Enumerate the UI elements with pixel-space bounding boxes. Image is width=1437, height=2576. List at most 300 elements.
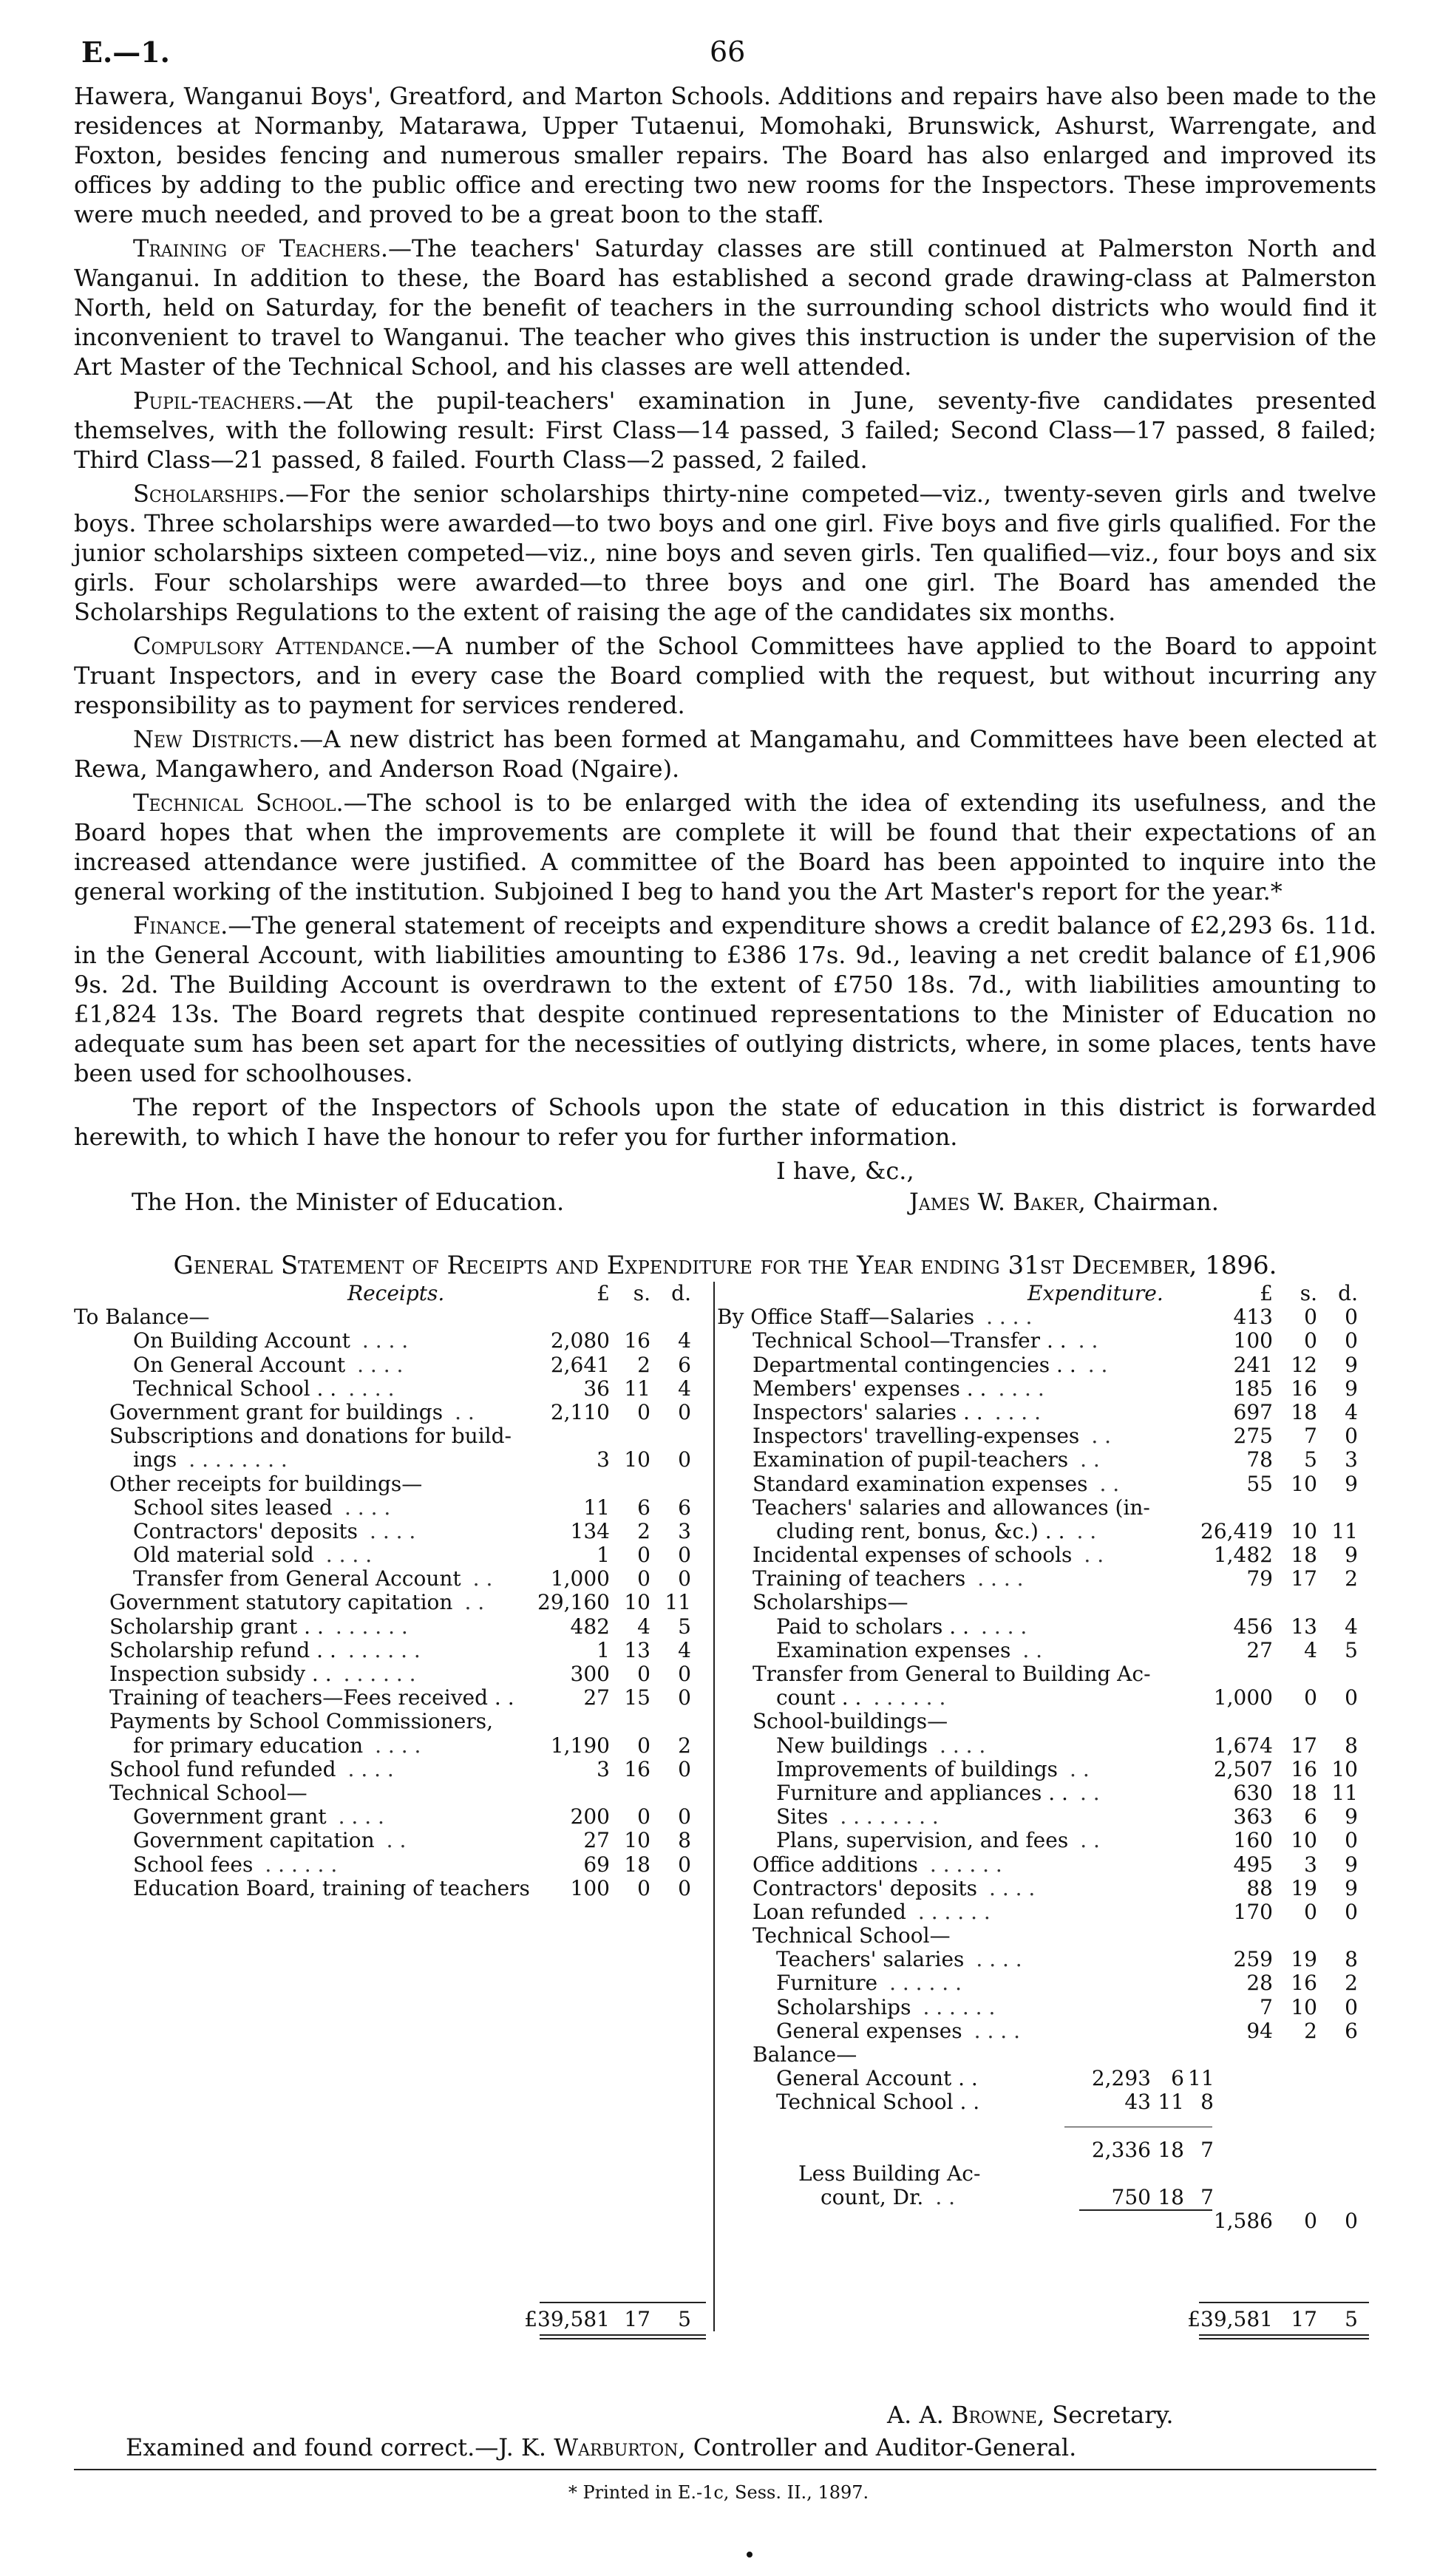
leader-dots: . . . . [370,1518,416,1543]
amount-shillings: 0 [637,1804,650,1829]
amount-shillings: 2 [1304,2018,1317,2043]
amount-shillings: 2 [637,1518,650,1543]
leader-dots: . . [1070,1756,1090,1781]
amount-pence: 9 [1345,1471,1358,1496]
statement-row [74,1377,710,1401]
leader-dots: . . . . [977,1566,1024,1591]
row-label: Balance— [753,2042,857,2067]
leader-dots: . . . . . . [929,1852,1002,1877]
amount-pence: 0 [1345,1328,1358,1353]
amount-shillings: 10 [624,1447,650,1472]
statement-row [74,1615,710,1639]
paragraph [74,724,1376,784]
amount-pence: 10 [1331,1756,1358,1781]
row-label: Plans, supervision, and fees [776,1828,1069,1853]
pence-heading: d. [671,1281,691,1305]
paragraph-heading: Finance. [133,911,228,939]
leader-dots: . . . . [375,1733,421,1758]
amount-pence: 0 [678,1875,691,1900]
amount-pounds: 55 [1246,1471,1273,1496]
leader-dots: . . [472,1566,493,1591]
balance-pence: 8 [1200,2090,1214,2115]
paragraph-text: —For the senior scholarships thirty-nine competed—viz., twenty-seven girls and twelve boys. Three scholarships were awarded—to two boys and one girl. Five boys and five girls qualified. For the junior scholarships sixteen competed—viz., nine boys and seven girls. Ten qualified—viz., four boys and six girls. Four scholarships were awarded—to three boys and one girl. The Board has amended the Scholarships Regulations to the extent of raising the age of the candidates six months. [74,480,1376,626]
shilling-heading: s. [633,1281,650,1305]
leader-dots: . . . . [994,1399,1042,1424]
amount-pounds: 1,000 [1213,1685,1273,1710]
amount-pence: 4 [678,1637,691,1662]
amount-shillings: 19 [1291,1875,1317,1900]
subtotal-rule [1064,2127,1212,2128]
amount-shillings: 0 [637,1543,650,1568]
amount-pounds: 1,000 [550,1566,610,1591]
balance-pence: 7 [1200,2185,1214,2210]
statement-row [717,1543,1376,1567]
row-label: School fees [133,1852,254,1877]
amount-pounds: 7 [1260,1994,1273,2019]
statement-title: General Statement of Receipts and Expenditure for the Year ending 31st December, 1896. [173,1251,1277,1280]
amount-shillings: 13 [1291,1614,1317,1639]
row-label: General Account . . [776,2066,978,2091]
receipts-total-row [74,2308,710,2331]
paragraph [74,81,1376,229]
balance-shillings: 18 [1158,2137,1184,2162]
statement-row [74,1710,710,1733]
leader-dots: . . [464,1590,485,1615]
amount-pounds: 94 [1246,2018,1273,2043]
amount-pounds: 29,160 [537,1590,610,1615]
amount-pounds: 1 [597,1637,610,1662]
statement-row [717,1971,1376,1995]
paragraph-heading: Training of Teachers. [133,234,388,262]
amount-pounds: 36 [583,1376,610,1401]
paragraph [74,911,1376,1088]
row-label: General expenses [776,2018,962,2043]
expenditure-column [717,1282,1376,2234]
statement-row [74,1401,710,1424]
amount-pounds: 1,190 [550,1733,610,1758]
amount-pounds: 241 [1233,1352,1273,1377]
auditor-role: , Controller and Auditor-General. [678,2433,1077,2461]
row-label: Scholarships— [753,1590,908,1615]
amount-pounds: 28 [1246,1971,1273,1996]
amount-pence: 0 [1345,1828,1358,1853]
row-label: Technical School—Transfer . . [753,1328,1067,1353]
amount-shillings: 0 [637,1399,650,1424]
statement-row [717,1829,1376,1852]
statement-row [717,1758,1376,1781]
leader-dots: . . [386,1828,407,1853]
statement-row [74,1829,710,1852]
receipts-header-row [74,1282,710,1305]
total-rule-top [540,2302,706,2303]
statement-row [717,1781,1376,1805]
amount-shillings: 4 [637,1614,650,1639]
row-label: Inspection subsidy . . [109,1662,332,1686]
paragraph-heading: Technical School. [133,789,344,817]
row-label: for primary education [133,1733,364,1758]
amount-shillings: 18 [1291,1543,1317,1568]
row-label: Technical School . . [776,2090,980,2115]
amount-pence: 0 [1345,2209,1358,2234]
amount-pounds: 3 [597,1447,610,1472]
amount-pence: 6 [1345,2018,1358,2043]
row-label: Inspectors' travelling-expenses [753,1424,1080,1449]
closing-salutation: I have, &c., [776,1157,914,1185]
row-label: Furniture [776,1971,878,1996]
amount-pence: 2 [1345,1971,1358,1996]
amount-pence: 0 [678,1447,691,1472]
amount-pounds: 300 [570,1662,610,1686]
row-label: Scholarships [776,1994,911,2019]
row-label: Technical School— [109,1780,308,1805]
leader-dots: . . . . [974,2018,1020,2043]
amount-pounds: 1,674 [1213,1733,1273,1758]
statement-row [717,1734,1376,1758]
amount-pence: 0 [1345,1685,1358,1710]
expenditure-total-pence: 5 [1345,2307,1358,2331]
row-label: School-buildings— [753,1709,948,1734]
row-label: Standard examination expenses [753,1471,1088,1496]
leader-dots: . . [1076,1518,1097,1543]
amount-pounds: 2,641 [550,1352,610,1377]
amount-pence: 8 [678,1828,691,1853]
row-label: To Balance— [74,1305,210,1330]
leader-dots: . . [1080,1447,1100,1472]
amount-shillings: 0 [637,1875,650,1900]
statement-row [74,1591,710,1614]
statement-row [717,1520,1376,1543]
statement-row [717,1448,1376,1472]
shilling-heading: s. [1300,1281,1317,1305]
amount-pounds: 69 [583,1852,610,1877]
leader-dots: . . [1078,1328,1098,1353]
amount-shillings: 17 [1291,1566,1317,1591]
leader-dots: . . . . . . [889,1971,962,1996]
statement-row [717,1686,1376,1710]
chairman-role: , Chairman. [1078,1188,1219,1216]
leader-dots: . . [1091,1424,1112,1449]
amount-pence: 3 [1345,1447,1358,1472]
row-label: Teachers' salaries [776,1947,965,1972]
leader-dots: . . . . [348,1376,395,1401]
row-label: Scholarship grant . . [109,1614,324,1639]
pound-heading: £ [1260,1281,1273,1305]
leader-dots: . . . . . . . . [840,1804,939,1829]
receipts-total-shillings: 17 [624,2307,650,2331]
leader-dots: . . . . . . [923,1994,996,2019]
amount-shillings: 0 [1304,1899,1317,1924]
column-divider [713,1282,715,2331]
amount-pence: 0 [678,1399,691,1424]
amount-shillings: 13 [624,1637,650,1662]
statement-row [74,1329,710,1353]
leader-dots: . . . . [940,1733,986,1758]
amount-pounds: 495 [1233,1852,1273,1877]
leader-dots: . . . . [361,1328,409,1353]
amount-pence: 9 [1345,1852,1358,1877]
row-label: Training of teachers—Fees received . . [109,1685,514,1710]
amount-shillings: 0 [1304,1305,1317,1330]
statement-row [74,1877,710,1900]
statement-row [717,1662,1376,1686]
row-label: Government grant [133,1804,327,1829]
amount-shillings: 10 [1291,1471,1317,1496]
balance-pence: 11 [1188,2066,1215,2091]
leader-dots: . . . . . . [335,1614,408,1639]
amount-pounds: 456 [1233,1614,1273,1639]
statement-row [74,1805,710,1829]
total-rule-bottom [540,2334,706,2336]
total-rule-bottom-double [540,2338,706,2339]
statement-row [717,2090,1376,2114]
row-label: Sites [776,1804,829,1829]
statement-row [717,1567,1376,1591]
amount-shillings: 11 [624,1376,650,1401]
paragraph-text: Hawera, Wanganui Boys', Greatford, and Marton Schools. Additions and repairs have also been made to the residences at Normanby, Matarawa, Upper Tutaenui, Momohaki, Brunswick, Ashurst, Warrengate, and Foxton, besides fencing and numerous smaller repairs. The Board has also enlarged and improved its offices by adding to the public office and erecting two new rooms for the Inspectors. These improvements were much needed, and proved to be a great boon to the staff. [74,82,1376,228]
paragraph-heading: Scholarships. [133,480,286,508]
row-label: On General Account [133,1352,346,1377]
row-label: Government capitation [133,1828,375,1853]
statement-row [74,1639,710,1662]
amount-shillings: 16 [624,1756,650,1781]
amount-shillings: 16 [1291,1376,1317,1401]
leader-dots: . . . . . . [347,1637,421,1662]
row-label: Other receipts for buildings— [109,1471,423,1496]
amount-pounds: 363 [1233,1804,1273,1829]
amount-shillings: 0 [637,1566,650,1591]
amount-shillings: 0 [1304,1685,1317,1710]
amount-pence: 2 [678,1733,691,1758]
balance-pounds: 750 [1111,2185,1151,2210]
amount-shillings: 15 [624,1685,650,1710]
amount-pounds: 3 [597,1756,610,1781]
leader-dots: . . . . [338,1804,384,1829]
amount-pence: 0 [678,1566,691,1591]
amount-pounds: 2,110 [550,1399,610,1424]
addressee: The Hon. the Minister of Education. [132,1188,565,1216]
row-label: Less Building Ac- [798,2161,981,2186]
row-label: By Office Staff—Salaries [717,1305,975,1330]
leader-dots: . . [1022,1637,1043,1662]
amount-shillings: 17 [1291,1733,1317,1758]
amount-pence: 11 [1331,1518,1358,1543]
statement-row [717,2138,1376,2162]
amount-pence: 9 [1345,1804,1358,1829]
row-label: Loan refunded [753,1899,906,1924]
statement-row [74,1472,710,1496]
balance-pounds: 2,293 [1091,2066,1151,2091]
row-label: Examination expenses [776,1637,1011,1662]
row-label: Education Board, training of teachers [133,1875,530,1900]
leader-dots: . . [1084,1543,1104,1568]
amount-pence: 4 [1345,1614,1358,1639]
amount-shillings: 10 [624,1828,650,1853]
statement-row [74,1853,710,1877]
paragraph-text: —The general statement of receipts and expenditure shows a credit balance of £2,293 6s. 11d. in the General Account, with liabilities amounting to £386 17s. 9d., leaving a net credit balance of £1,906 9s. 2d. The Building Account is overdrawn to the extent of £750 18s. 7d., with liabilities amounting to £1,824 13s. The Board regrets that despite continued representations to the Minister of Education no adequate sum has been set apart for the necessities of outlying districts, where, in some places, tents have been used for schoolhouses. [74,911,1376,1087]
statement-row [74,1781,710,1805]
paragraph-text: —The teachers' Saturday classes are still continued at Palmerston North and Wanganui. In addition to these, the Board has established a second grade drawing-class at Palmerston North, held on Saturday, for the benefit of teachers in the surrounding school districts who would find it inconvenient to travel to Wanganui. The teacher who gives this instruction is under the supervision of the Art Master of the Technical School, and his classes are well attended. [74,234,1377,381]
document-page [74,30,1376,2339]
amount-shillings: 10 [624,1590,650,1615]
audit-prefix: Examined and found correct.— [126,2433,499,2461]
leader-dots: . . . . . . [265,1852,338,1877]
row-label: Old material sold [133,1543,314,1568]
amount-pence: 4 [1345,1399,1358,1424]
amount-pence: 0 [678,1685,691,1710]
expenditure-total-pounds: £39,581 [1187,2307,1273,2331]
leader-dots: . . . . . . [917,1899,991,1924]
amount-pounds: 160 [1233,1828,1273,1853]
row-label: ings [133,1447,177,1472]
amount-pounds: 697 [1233,1399,1273,1424]
amount-pounds: 100 [1233,1328,1273,1353]
amount-shillings: 0 [1304,1328,1317,1353]
row-label: Government statutory capitation [109,1590,453,1615]
amount-pence: 6 [678,1352,691,1377]
amount-pence: 6 [678,1495,691,1520]
leader-dots: . . . . [981,1614,1027,1639]
amount-shillings: 18 [1291,1399,1317,1424]
amount-shillings: 0 [1304,2209,1317,2234]
statement-row [717,2186,1376,2209]
amount-pence: 3 [678,1518,691,1543]
amount-pounds: 185 [1233,1376,1273,1401]
amount-pence: 0 [1345,1424,1358,1449]
amount-pence: 2 [1345,1566,1358,1591]
amount-pence: 0 [678,1804,691,1829]
statement-row [717,2067,1376,2090]
amount-pence: 0 [678,1662,691,1686]
row-label: Contractors' deposits [753,1875,978,1900]
row-label: Transfer from General to Building Ac- [753,1662,1151,1686]
paragraph-text: —At the pupil-teachers' examination in June, seventy-five candidates presented themselves, with the following result: First Class—14 passed, 3 failed; Second Class—17 passed, 8 failed; Third Class—21 passed, 8 failed. Fourth Class—2 passed, 2 failed. [74,387,1376,474]
amount-shillings: 3 [1304,1852,1317,1877]
row-label: Examination of pupil-teachers [753,1447,1069,1472]
statement-row [717,1639,1376,1662]
expenditure-heading: Expenditure. [1027,1281,1163,1305]
leader-dots: . . . . [989,1875,1036,1900]
amount-shillings: 10 [1291,1518,1317,1543]
amount-pence: 0 [1345,1994,1358,2019]
amount-shillings: 7 [1304,1424,1317,1449]
chairman-signature [909,1187,1219,1217]
paragraph-heading: Pupil-teachers. [133,387,303,415]
balance-pounds: 43 [1124,2090,1151,2115]
paragraph-text: —The school is to be enlarged with the idea of extending its usefulness, and the Board hopes that when the improvements are complete it will be found that their expectations of an increased attendance were justified. A committee of the Board has been appointed to inquire into the general working of the institution. Subjoined I beg to hand you the Art Master's report for the year.* [74,789,1376,905]
statement-row [717,1805,1376,1829]
statement-row [717,1496,1376,1520]
footnote-divider [74,2469,1376,2470]
amount-shillings: 12 [1291,1352,1317,1377]
statement-row [74,1305,710,1329]
paragraph-heading: Compulsory Attendance. [133,632,412,660]
leader-dots: . . . . . . [873,1685,946,1710]
statement-row [717,1996,1376,2019]
document-reference: E.—1. [81,35,170,69]
amount-pounds: 27 [583,1828,610,1853]
statement-row [74,1424,710,1448]
paragraph [74,234,1376,381]
leader-dots: . . . . [347,1756,394,1781]
amount-pounds: 2,507 [1213,1756,1273,1781]
expenditure-total-row [717,2308,1376,2331]
statement-row [717,2209,1376,2233]
general-statement [74,1282,1376,2339]
statement-row [717,1591,1376,1614]
amount-pounds: 88 [1246,1875,1273,1900]
secretary-name: A. A. Browne [887,2401,1037,2429]
amount-pounds: 1,586 [1213,2209,1273,2234]
row-label: Departmental contingencies . . [753,1352,1076,1377]
amount-pounds: 26,419 [1200,1518,1273,1543]
statement-row [717,2162,1376,2186]
balance-shillings: 11 [1158,2090,1184,2115]
statement-row [717,1424,1376,1448]
row-label: Incidental expenses of schools [753,1543,1073,1568]
statement-row [717,2019,1376,2043]
statement-row [74,1758,710,1781]
amount-shillings: 4 [1304,1637,1317,1662]
amount-pounds: 482 [570,1614,610,1639]
amount-pounds: 170 [1233,1899,1273,1924]
secretary-signature [887,2401,1174,2429]
report-body [74,81,1376,1152]
leader-dots: . . . . [344,1495,391,1520]
amount-pence: 9 [1345,1352,1358,1377]
exp-total-rule-bottom [1199,2334,1369,2336]
amount-pounds: 27 [1246,1637,1273,1662]
row-label: Members' expenses . . [753,1376,987,1401]
balance-shillings: 6 [1171,2066,1184,2091]
amount-pounds: 11 [583,1495,610,1520]
amount-pounds: 259 [1233,1947,1273,1972]
row-label: Training of teachers [753,1566,966,1591]
statement-row [74,1662,710,1686]
leader-dots: . . . . . . [343,1662,416,1686]
paragraph [74,788,1376,906]
amount-pounds: 413 [1233,1305,1273,1330]
amount-pence: 0 [678,1852,691,1877]
secretary-role: , Secretary. [1036,2401,1174,2429]
row-label: School fund refunded [109,1756,336,1781]
amount-shillings: 6 [1304,1804,1317,1829]
statement-row [717,1853,1376,1877]
amount-pence: 0 [1345,1899,1358,1924]
closing-block [74,1156,1376,1218]
row-label: Improvements of buildings [776,1756,1059,1781]
leader-dots: . . [1080,1828,1100,1853]
paragraph [74,631,1376,720]
amount-pence: 0 [1345,1305,1358,1330]
row-label: Government grant for buildings [109,1399,444,1424]
row-label: Contractors' deposits [133,1518,359,1543]
amount-shillings: 16 [1291,1971,1317,1996]
page-header [74,30,1376,81]
statement-row [717,1615,1376,1639]
row-label: Teachers' salaries and allowances (in- [753,1495,1150,1520]
statement-row [74,1567,710,1591]
leader-dots: . . [1079,1780,1100,1805]
leader-dots: . . . . [357,1352,404,1377]
statement-row [717,1329,1376,1353]
amount-pounds: 79 [1246,1566,1273,1591]
balance-pence: 7 [1200,2137,1214,2162]
page-number: 66 [710,35,746,68]
exp-total-rule-top [1199,2302,1369,2303]
page-dot-mark [747,2552,753,2558]
auditor-name: J. K. Warburton [498,2433,679,2461]
statement-row [717,1377,1376,1401]
